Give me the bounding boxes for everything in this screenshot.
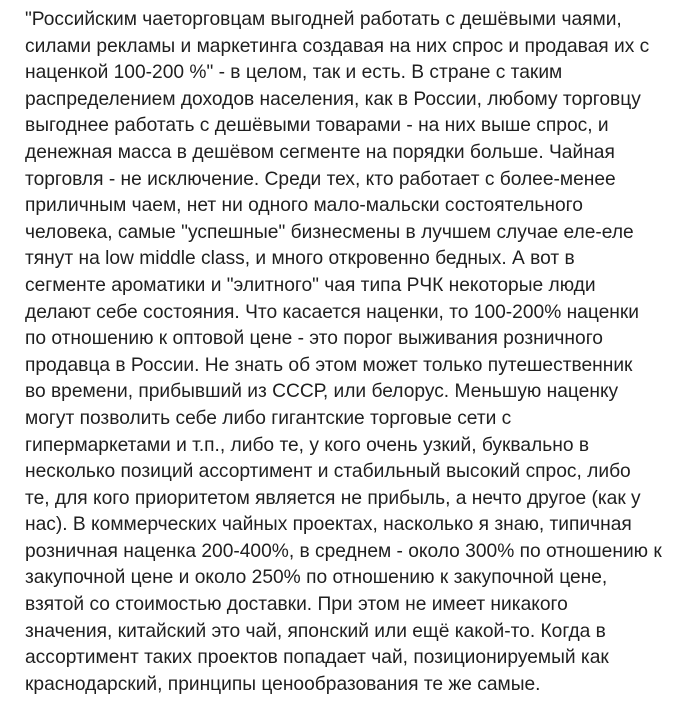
text-line: человека, самые "успешные" бизнесмены в лучшем случае еле-еле xyxy=(25,221,634,243)
text-line: силами рекламы и маркетинга создавая на них спрос и продавая их с xyxy=(25,35,650,57)
text-line: торговля - не исключение. Среди тех, кто работает с более-менее xyxy=(25,168,616,190)
text-line: во времени, прибывший из СССР, или белорус. Меньшую наценку xyxy=(25,381,619,403)
text-line: могут позволить себе либо гигантские торговые сети с xyxy=(25,407,512,429)
text-line: продавца в России. Не знать об этом может только путешественник xyxy=(25,354,633,376)
text-line: распределением доходов населения, как в России, любому торговцу xyxy=(25,88,641,110)
text-line: взятой со стоимостью доставки. При этом не имеет никакого xyxy=(25,594,568,616)
text-line: денежная масса в дешёвом сегменте на порядки больше. Чайная xyxy=(25,141,615,163)
text-line: ассортимент таких проектов попадает чай, позиционируемый как xyxy=(25,647,609,669)
text-line: закупочной цене и около 250% по отношению к закупочной цене, xyxy=(25,567,608,589)
text-line: краснодарский, принципы ценообразования те же самые. xyxy=(25,673,541,695)
text-line: розничная наценка 200-400%, в среднем - около 300% по отношению к xyxy=(25,540,662,562)
text-line: наценкой 100-200 %" - в целом, так и есть. В стране с таким xyxy=(25,62,563,84)
text-line: "Российским чаеторговцам выгодней работать с дешёвыми чаями, xyxy=(25,9,622,30)
text-line: делают себе состояния. Что касается наценки, то 100-200% наценки xyxy=(25,301,640,323)
paragraph xyxy=(25,7,685,698)
text-line: гипермаркетами и т.п., либо те, у кого очень узкий, буквально в xyxy=(25,434,590,456)
text-line: по отношению к оптовой цене - это порог выживания розничного xyxy=(25,328,603,350)
text-line: приличным чаем, нет ни одного мало-мальски состоятельного xyxy=(25,195,583,217)
text-line: несколько позиций ассортимент и стабильный высокий спрос, либо xyxy=(25,461,631,483)
text-line: выгоднее работать с дешёвыми товарами - на них выше спрос, и xyxy=(25,115,609,137)
text-line: нас). В коммерческих чайных проектах, насколько я знаю, типичная xyxy=(25,514,632,536)
text-line: те, для кого приоритетом является не прибыль, а нечто другое (как у xyxy=(25,487,641,509)
text-line: значения, китайский это чай, японский или ещё какой-то. Когда в xyxy=(25,620,606,642)
text-line: сегменте ароматики и "элитного" чая типа РЧК некоторые люди xyxy=(25,274,596,296)
text-line: тянут на low middle class, и много откровенно бедных. А вот в xyxy=(25,248,575,270)
